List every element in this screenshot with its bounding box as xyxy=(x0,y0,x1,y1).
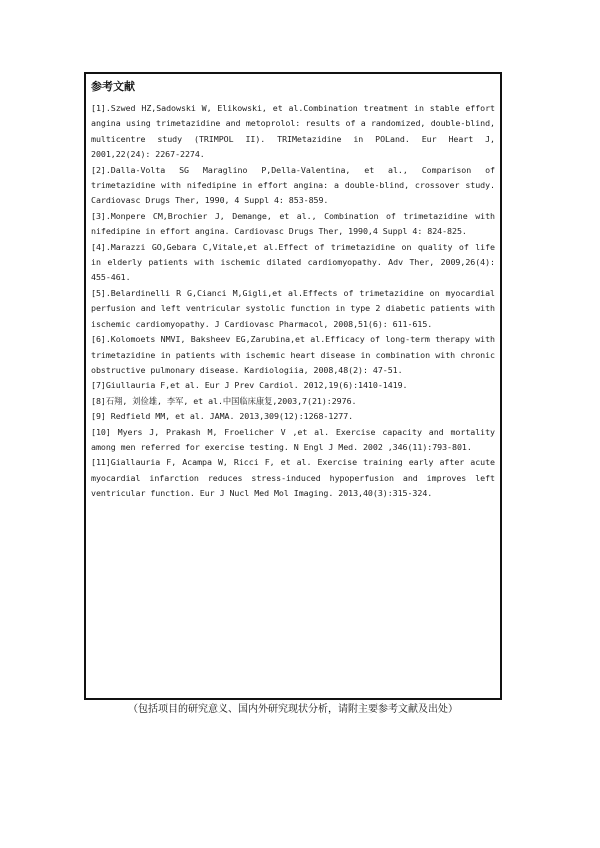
reference-item-2: [2].Dalla-Volta SG Maraglino P,Della-Valentina, et al., Comparison of trimetazidine with nifedipine in effort angina: a double-blind, crossover study. Cardiovasc Drugs Ther, 1990, 4 Suppl 4: 853-859. xyxy=(91,164,495,206)
reference-item-7: [7]Giullauria F,et al. Eur J Prev Cardiol. 2012,19(6):1410-1419. xyxy=(91,380,408,391)
reference-item-9: [9] Redfield MM, et al. JAMA. 2013,309(12):1268-1277. xyxy=(91,411,354,422)
reference-item-10: [10] Myers J, Prakash M, Froelicher V ,et al. Exercise capacity and mortality among men referred for exercise testing. N Engl J Med. 2002 ,346(11):793-801. xyxy=(91,426,495,452)
reference-list xyxy=(91,101,495,502)
reference-item-1: [1].Szwed HZ,Sadowski W, Elikowski, et al.Combination treatment in stable effort angina using trimetazidine and metoprolol: results of a randomized, double-blind, multicentre study (TRIMPOL II). TRIMetazidine in POLand. Eur Heart J, 2001,22(24): 2267-2274. xyxy=(91,103,495,160)
reference-item-3: [3].Monpere CM,Brochier J, Demange, et al., Combination of trimetazidine with nifedipine in effort angina. Cardiovasc Drugs Ther, 1990,4 Suppl 4: 824-825. xyxy=(91,210,495,237)
form-instruction-caption: （包括项目的研究意义、国内外研究现状分析，请附主要参考文献及出处） xyxy=(128,704,458,715)
reference-item-5: [5].Belardinelli R G,Cianci M,Gigli,et al.Effects of trimetazidine on myocardial perfusion and left ventricular systolic function in type 2 diabetic patients with ischemic cardiomyopathy. J Cardiovasc Pharmacol, 2008,51(6): 611-615. xyxy=(91,287,495,329)
references-heading: 参考文献 xyxy=(91,80,135,93)
reference-item-11: [11]Giallauria F, Acampa W, Ricci F, et al. Exercise training early after acute myocardial infarction reduces stress-induced hypoperfusion and improves left ventricular function. Eur J Nucl Med Mol Imaging. 2013,40(3):315-324. xyxy=(91,457,495,499)
reference-item-6: [6].Kolomoets NMVI, Baksheev EG,Zarubina,et al.Efficacy of long-term therapy with trimetazidine in patients with ischemic heart disease in combination with chronic obstructive pulmonary disease. Kardiologiia, 2008,48(2): 47-51. xyxy=(91,334,495,375)
reference-item-8: [8]石翔, 刘俭雄, 李军, et al.中国临床康复,2003,7(21):2976. xyxy=(91,395,357,406)
references-box xyxy=(84,72,502,700)
reference-item-4: [4].Marazzi GO,Gebara C,Vitale,et al.Effect of trimetazidine on quality of life in elderly patients with ischemic dilated cardiomyopathy. Adv Ther, 2009,26(4): 455-461. xyxy=(91,241,495,283)
